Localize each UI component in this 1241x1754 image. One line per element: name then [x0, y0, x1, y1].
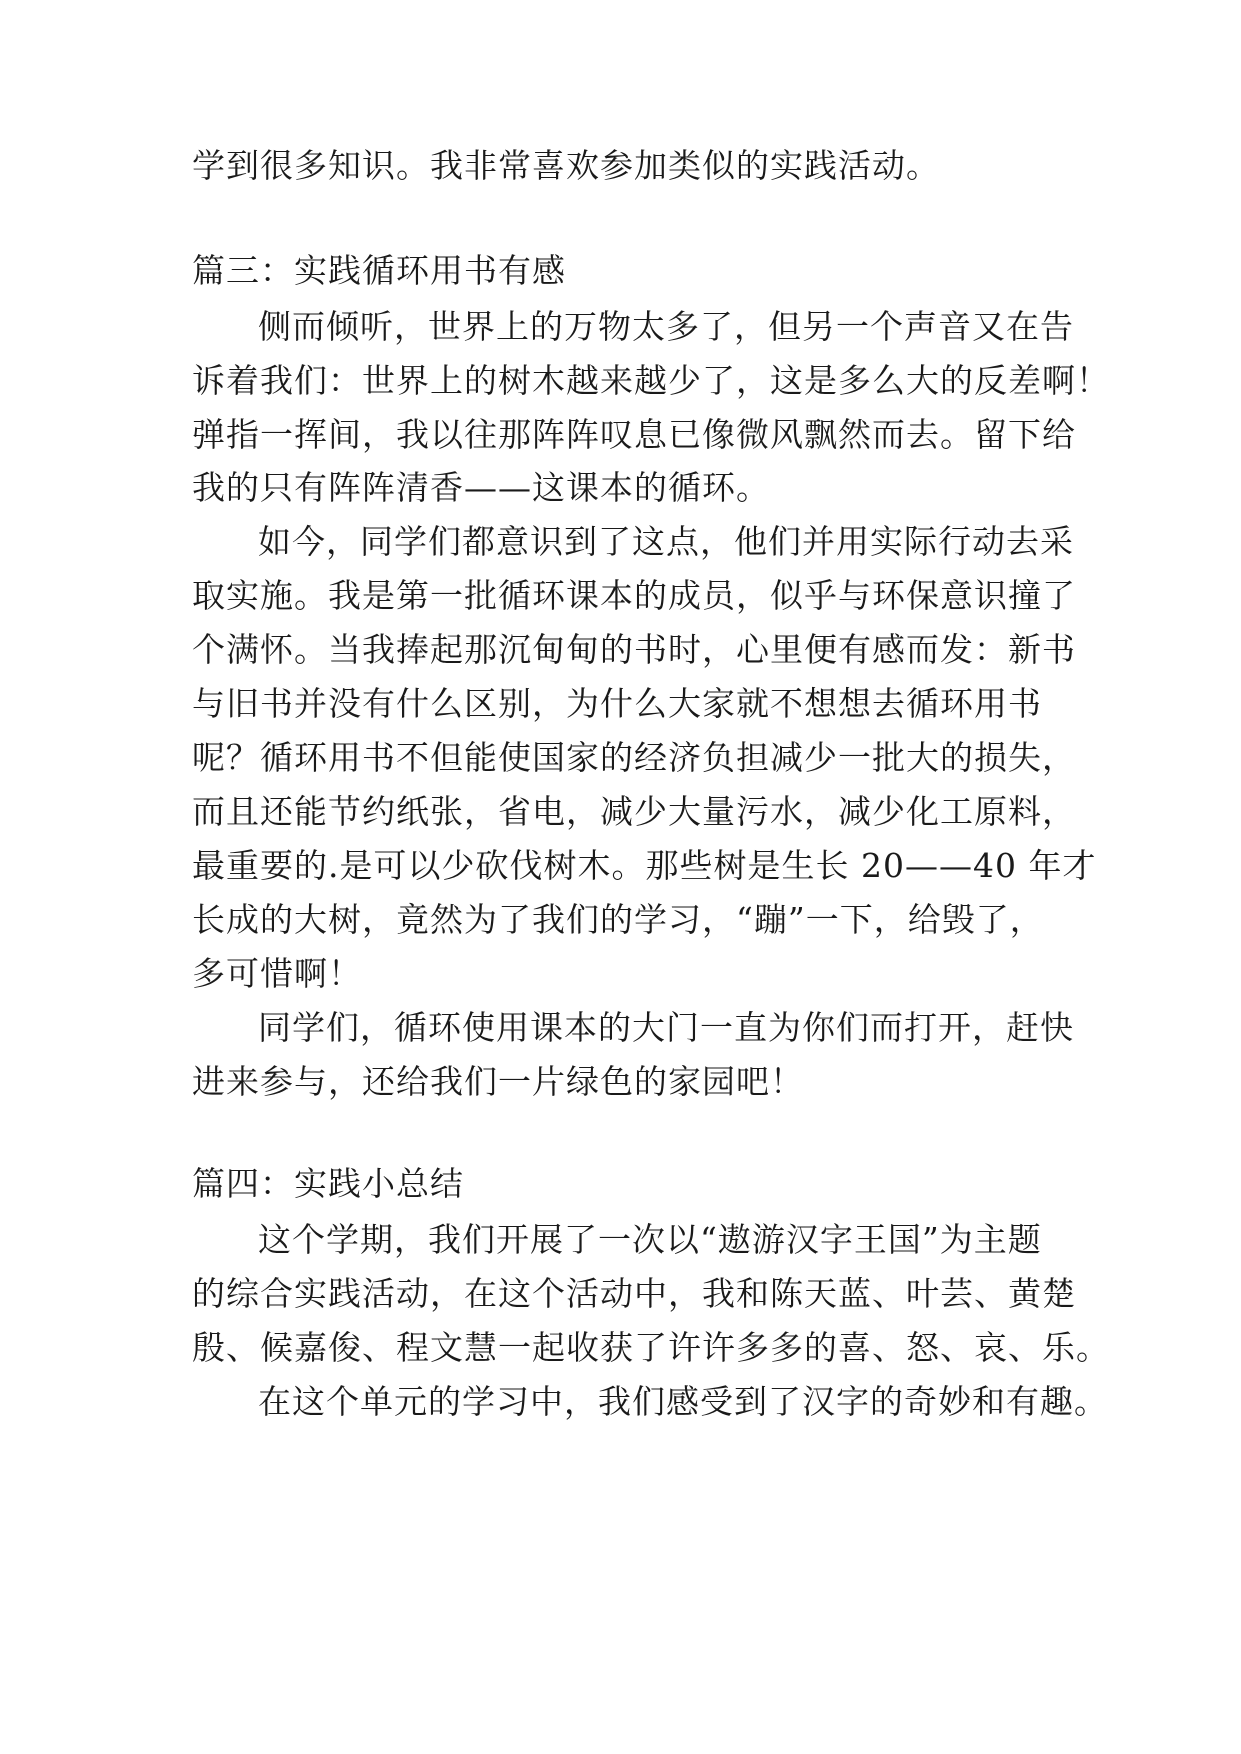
- paragraph-line: 同学们，循环使用课本的大门一直为你们而打开，赶快: [258, 1008, 1074, 1047]
- paragraph-line: 殷、候嘉俊、程文慧一起收获了许许多多的喜、怒、哀、乐。: [192, 1328, 1110, 1367]
- intro-line: 学到很多知识。我非常喜欢参加类似的实践活动。: [192, 146, 940, 185]
- paragraph-line: 多可惜啊！: [192, 954, 362, 993]
- paragraph-line: 最重要的.是可以少砍伐树木。那些树是生长 20——40 年才: [192, 846, 1097, 885]
- paragraph-line: 弹指一挥间，我以往那阵阵叹息已像微风飘然而去。留下给: [192, 415, 1076, 454]
- paragraph-line: 我的只有阵阵清香——这课本的循环。: [192, 468, 770, 507]
- paragraph-line: 的综合实践活动，在这个活动中，我和陈天蓝、叶芸、黄楚: [192, 1274, 1076, 1313]
- paragraph-line: 进来参与，还给我们一片绿色的家园吧！: [192, 1062, 804, 1101]
- paragraph-line: 个满怀。当我捧起那沉甸甸的书时，心里便有感而发：新书: [192, 630, 1076, 669]
- paragraph-line: 而且还能节约纸张，省电，减少大量污水，减少化工原料，: [192, 792, 1076, 831]
- paragraph-line: 如今，同学们都意识到了这点，他们并用实际行动去采: [258, 522, 1074, 561]
- paragraph-line: 诉着我们：世界上的树木越来越少了，这是多么大的反差啊！: [192, 361, 1110, 400]
- paragraph-line: 在这个单元的学习中，我们感受到了汉字的奇妙和有趣。: [258, 1382, 1108, 1421]
- section-4-title: 篇四：实践小总结: [192, 1164, 464, 1203]
- section-3-title: 篇三：实践循环用书有感: [192, 251, 566, 290]
- paragraph-line: 这个学期，我们开展了一次以“遨游汉字王国”为主题: [258, 1220, 1042, 1259]
- paragraph-line: 呢？循环用书不但能使国家的经济负担减少一批大的损失，: [192, 738, 1076, 777]
- paragraph-line: 侧而倾听，世界上的万物太多了，但另一个声音又在告: [258, 307, 1074, 346]
- paragraph-line: 取实施。我是第一批循环课本的成员，似乎与环保意识撞了: [192, 576, 1076, 615]
- paragraph-line: 与旧书并没有什么区别，为什么大家就不想想去循环用书: [192, 684, 1042, 723]
- paragraph-line: 长成的大树，竟然为了我们的学习，“蹦”一下，给毁了，: [192, 900, 1044, 939]
